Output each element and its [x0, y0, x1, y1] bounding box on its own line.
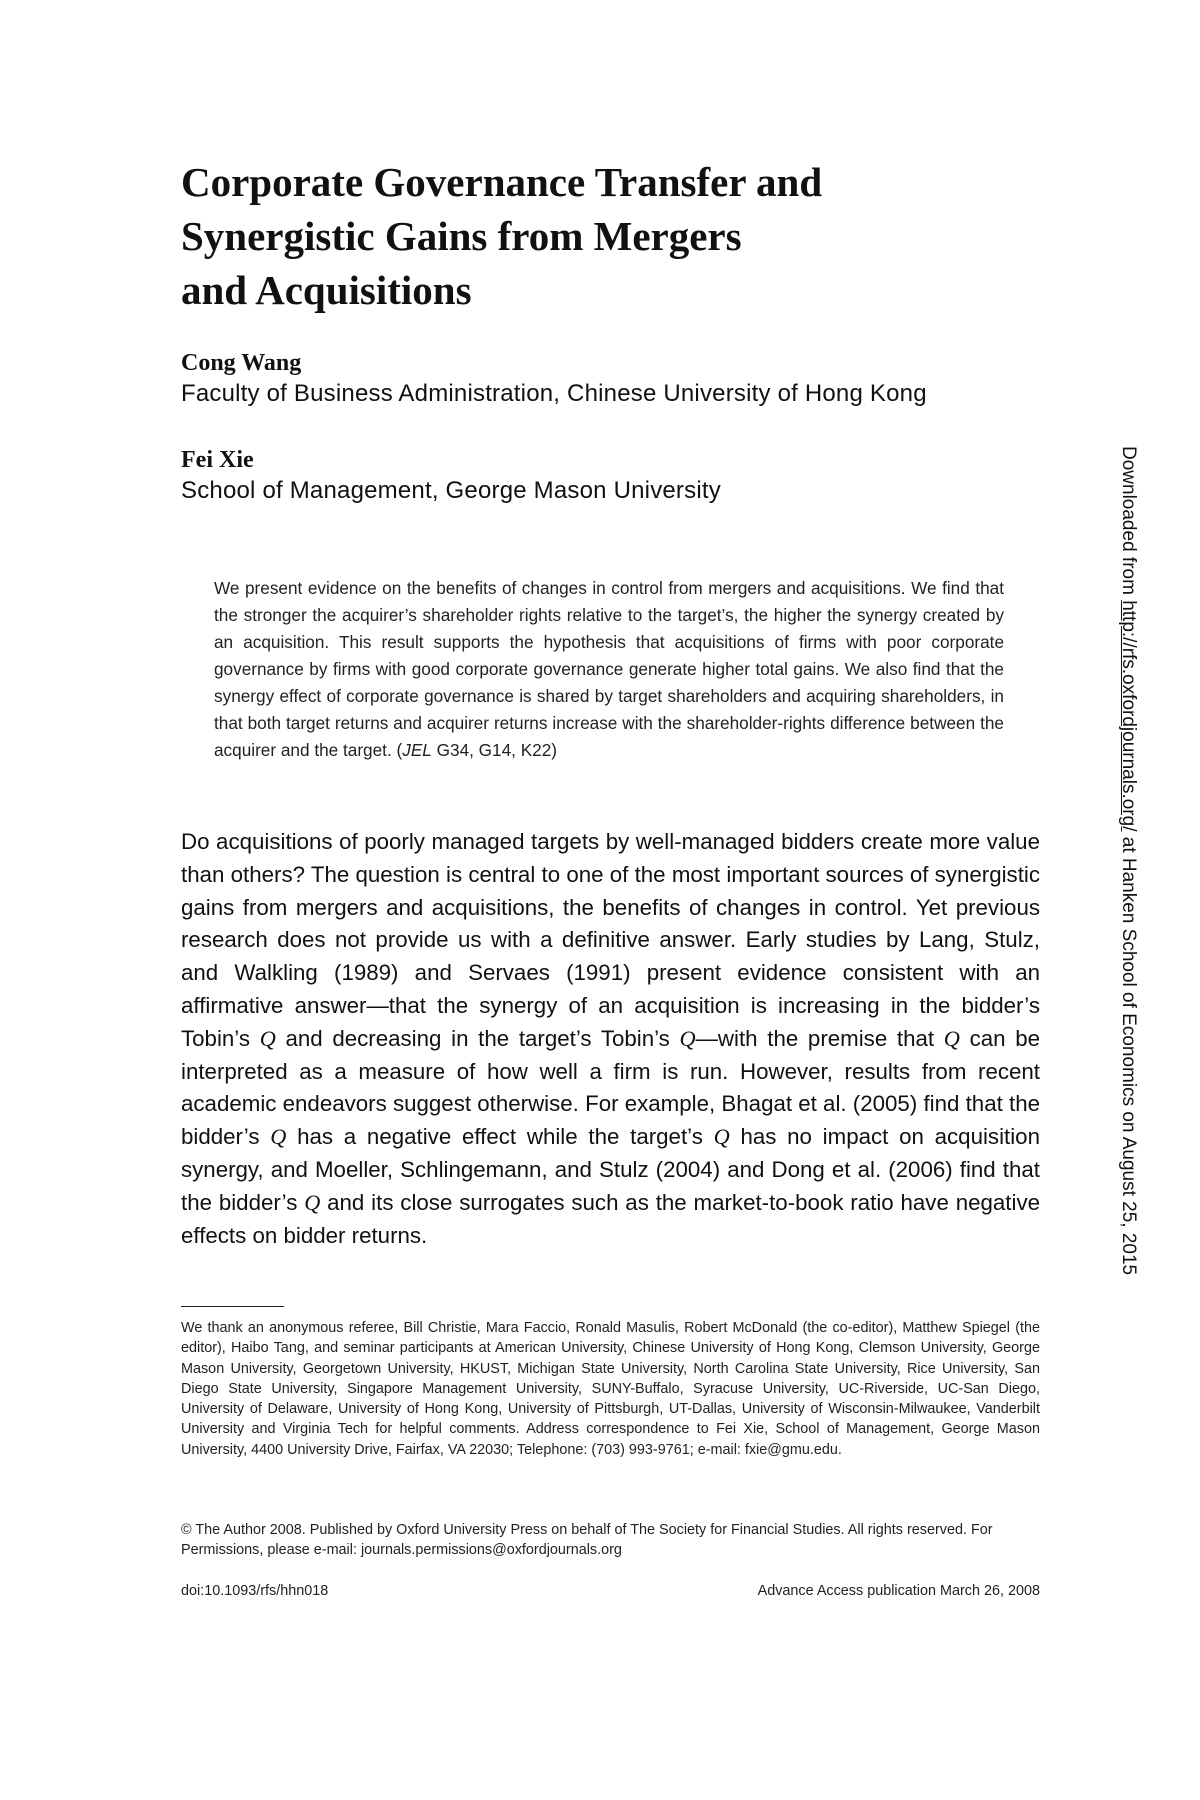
footnote-divider	[181, 1306, 284, 1307]
doi: doi:10.1093/rfs/hhn018	[181, 1583, 329, 1599]
math-symbol: Q	[713, 1124, 730, 1150]
jel-label: JEL	[402, 740, 432, 760]
body-text-run: —with the premise that	[695, 1025, 944, 1051]
body-text-run: has no impact on acquisition synergy, and Moeller, Schlingemann, and Stulz (2004) and Dong et al. (2006) find that the bidder’s	[181, 1124, 1040, 1215]
title-line: Synergistic Gains from Mergers	[181, 213, 742, 259]
body-text-run: and decreasing in the target’s Tobin’s	[275, 1025, 680, 1051]
footnote: We thank an anonymous referee, Bill Christie, Mara Faccio, Ronald Masulis, Robert McDonald (the co-editor), Matthew Spiegel (the editor), Haibo Tang, and seminar participants at American University, Chinese University of Hong Kong, Clemson University, George Mason University, Georgetown University, HKUST, Michigan State University, North Carolina State University, Rice University, San Diego State University, Singapore Management University, SUNY-Buffalo, Syracuse University, UC-Riverside, UC-San Diego, University of Delaware, University of Hong Kong, University of Pittsburgh, UT-Dallas, University of Wisconsin-Milwaukee, Vanderbilt University and Virginia Tech for helpful comments. Address correspondence to Fei Xie, School of Management, George Mason University, 4400 University Drive, Fairfax, VA 22030; Telephone: (703) 993-9761; e-mail: fxie@gmu.edu.	[181, 1320, 1040, 1458]
math-symbol: Q	[943, 1025, 960, 1051]
body-text-run: and its close surrogates such as the market-to-book ratio have negative effects on bidder returns.	[181, 1189, 1040, 1248]
body-text-run: can be interpreted as a measure of how well a firm is run. However, results from recent academic endeavors suggest otherwise. For example, Bhagat et al. (2005) find that the bidder’s	[181, 1025, 1041, 1150]
body-paragraph	[181, 826, 1040, 1252]
download-prefix: Downloaded from	[1118, 446, 1139, 601]
abstract	[214, 575, 1004, 764]
math-symbol: Q	[259, 1025, 276, 1051]
copyright-notice: © The Author 2008. Published by Oxford University Press on behalf of The Society for Financial Studies. All rights reserved. For Permissions, please e-mail: journals.permissions@oxfordjournals.org	[181, 1522, 993, 1559]
download-watermark	[1116, 446, 1140, 1275]
author-name: Fei Xie	[181, 447, 254, 473]
math-symbol: Q	[304, 1189, 321, 1215]
jel-open: (	[396, 740, 403, 760]
title-line: Corporate Governance Transfer and	[181, 159, 823, 205]
math-symbol: Q	[679, 1025, 696, 1051]
jel-codes: G34, G14, K22)	[431, 740, 558, 760]
author-name: Cong Wang	[181, 350, 302, 376]
body-text-run: Do acquisitions of poorly managed targets by well-managed bidders create more value than others? The question is central to one of the most important sources of synergistic gains from mergers and acquisitions, the benefits of changes in control. Yet previous research does not provide us with a definitive answer. Early studies by Lang, Stulz, and Walkling (1989) and Servaes (1991) present evidence consistent with an affirmative answer—that the synergy of an acquisition is increasing in the bidder’s Tobin’s	[181, 829, 1040, 1051]
body-text-run: has a negative effect while the target’s	[286, 1124, 714, 1150]
journal-link[interactable]: http://rfs.oxfordjournals.org/	[1118, 600, 1139, 832]
author-affiliation: Faculty of Business Administration, Chinese University of Hong Kong	[181, 380, 927, 407]
author-affiliation: School of Management, George Mason University	[181, 477, 721, 504]
abstract-text: We present evidence on the benefits of changes in control from mergers and acquisitions. We find that the stronger the acquirer’s shareholder rights relative to the target’s, the higher the synergy created by an acquisition. This result supports the hypothesis that acquisitions of firms with poor corporate governance by firms with good corporate governance generate higher total gains. We also find that the synergy effect of corporate governance is shared by target shareholders and acquiring shareholders, in that both target returns and acquirer returns increase with the shareholder-rights difference between the acquirer and the target.	[214, 578, 1004, 760]
paper-title	[181, 155, 1041, 317]
math-symbol: Q	[270, 1124, 287, 1150]
advance-access-date: Advance Access publication March 26, 2008	[757, 1583, 1040, 1599]
publication-info	[181, 1581, 1040, 1601]
title-line: and Acquisitions	[181, 267, 472, 313]
download-suffix: at Hanken School of Economics on August 25, 2015	[1118, 831, 1139, 1276]
